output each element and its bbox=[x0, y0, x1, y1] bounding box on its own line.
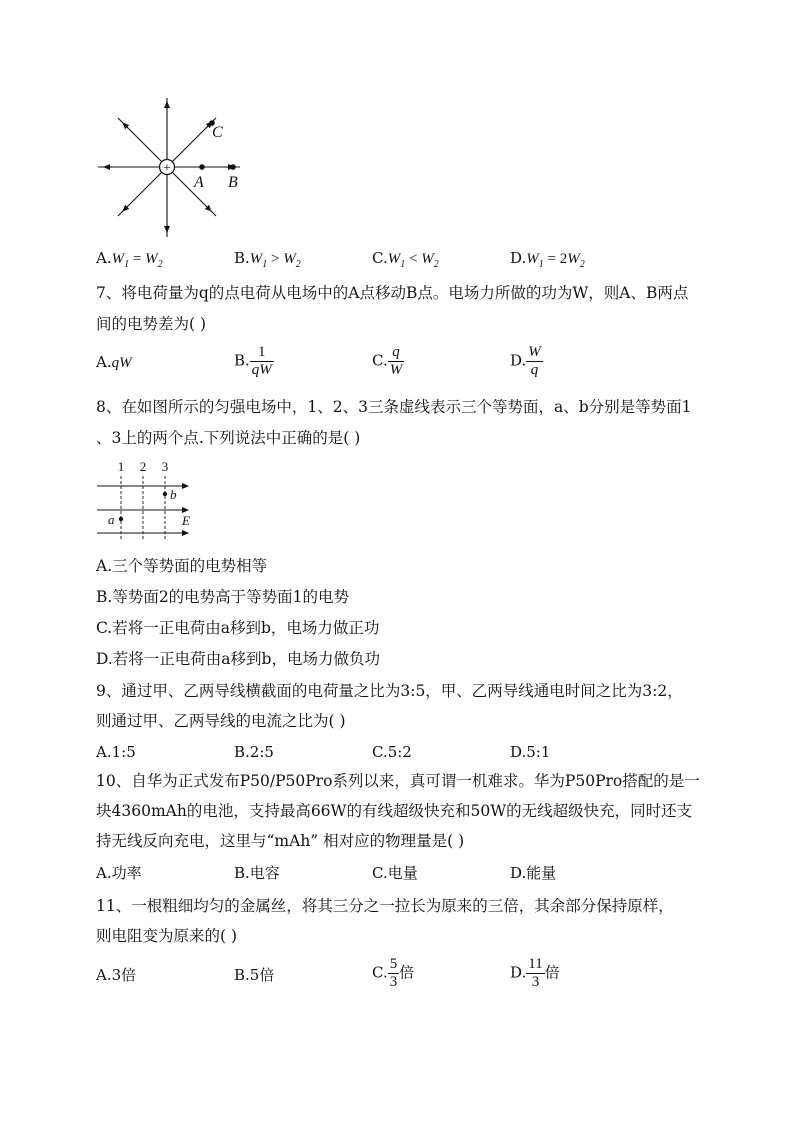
q8-option-d: D.若将一正电荷由a移到b，电场力做负功 bbox=[96, 650, 380, 668]
q7-option-d: D. $\frac{W}{q}$ bbox=[510, 344, 541, 378]
q11-option-a: A.3倍 bbox=[96, 966, 137, 984]
q10-option-c: C.电量 bbox=[372, 864, 418, 882]
q10-stem-line2: 块4360mAh的电池，支持最高66W的有线超级快充和50W的无线超级快充，同时还支 bbox=[96, 802, 693, 820]
point-a bbox=[119, 517, 123, 521]
label-b: b bbox=[170, 487, 177, 502]
q10-option-a: A.功率 bbox=[96, 864, 142, 882]
q7-option-a: A.qW bbox=[96, 353, 132, 371]
uniform-field-figure bbox=[92, 456, 202, 542]
q8-stem-line1: 8、在如图所示的匀强电场中，1、2、3三条虚线表示三个等势面，a、b分别是等势面1 bbox=[96, 398, 692, 416]
equipotential-label-3: 3 bbox=[161, 459, 169, 474]
q7-option-c: C. $\frac{q}{W}$ bbox=[372, 344, 403, 378]
point-b bbox=[230, 164, 236, 170]
q6-option-c: $C.W_1 < W_2$ bbox=[372, 249, 439, 270]
q8-option-a: A.三个等势面的电势相等 bbox=[96, 557, 268, 575]
q11-option-d: D. $\frac{11}{3}$ 倍 bbox=[510, 956, 560, 990]
q10-stem-line3: 持无线反向充电，这里与“mAh” 相对应的物理量是( ) bbox=[96, 832, 465, 850]
q9-option-c: C.5:2 bbox=[372, 743, 412, 761]
q8-stem-line2: 、3上的两个点.下列说法中正确的是( ) bbox=[96, 429, 361, 447]
q7-stem-line1: 7、将电荷量为q的点电荷从电场中的A点移动B点。电场力所做的功为W，则A、B两点 bbox=[96, 284, 689, 302]
q11-stem-line1: 11、一根粗细均匀的金属丝，将其三分之一拉长为原来的三倍，其余部分保持原样， bbox=[96, 897, 674, 915]
q11-option-c: C. $\frac{5}{3}$ 倍 bbox=[372, 956, 415, 990]
q11-option-b: B.5倍 bbox=[234, 966, 275, 984]
q9-option-d: D.5:1 bbox=[510, 743, 551, 761]
q11-stem-line2: 则电阻变为原来的( ) bbox=[96, 927, 238, 945]
label-b: B bbox=[228, 174, 238, 191]
point-a bbox=[199, 164, 205, 170]
point-b bbox=[163, 492, 167, 496]
q9-option-a: A.1:5 bbox=[96, 743, 136, 761]
point-charge-field-figure bbox=[90, 90, 260, 240]
q9-stem-line1: 9、通过甲、乙两导线横截面的电荷量之比为3:5，甲、乙两导线通电时间之比为3:2， bbox=[96, 682, 683, 700]
equipotential-label-1: 1 bbox=[117, 459, 125, 474]
q9-stem-line2: 则通过甲、乙两导线的电流之比为( ) bbox=[96, 712, 346, 730]
q10-stem-line1: 10、自华为正式发布P50/P50Pro系列以来，真可谓一机难求。华为P50Pro搭配的是一 bbox=[96, 772, 700, 790]
q10-option-b: B.电容 bbox=[234, 864, 280, 882]
q8-option-b: B.等势面2的电势高于等势面1的电势 bbox=[96, 588, 350, 606]
q6-option-b: $B.W_1 > W_2$ bbox=[234, 249, 301, 270]
q8-option-c: C.若将一正电荷由a移到b，电场力做正功 bbox=[96, 619, 380, 637]
q7-option-b: B. $\frac{1}{qW}$ bbox=[234, 344, 272, 378]
label-e: E bbox=[182, 513, 190, 528]
q6-option-a: $A.W_1 = W_2$ bbox=[96, 249, 163, 270]
q10-option-d: D.能量 bbox=[510, 864, 557, 882]
label-a: a bbox=[108, 512, 115, 527]
label-c: C bbox=[212, 124, 223, 141]
label-a: A bbox=[194, 174, 204, 191]
equipotential-label-2: 2 bbox=[139, 459, 147, 474]
q7-stem-line2: 间的电势差为( ) bbox=[96, 315, 207, 333]
q6-option-d: $D.W_1 = 2W_2$ bbox=[510, 249, 585, 270]
q9-option-b: B.2:5 bbox=[234, 743, 274, 761]
svg-text:+: + bbox=[163, 161, 171, 176]
